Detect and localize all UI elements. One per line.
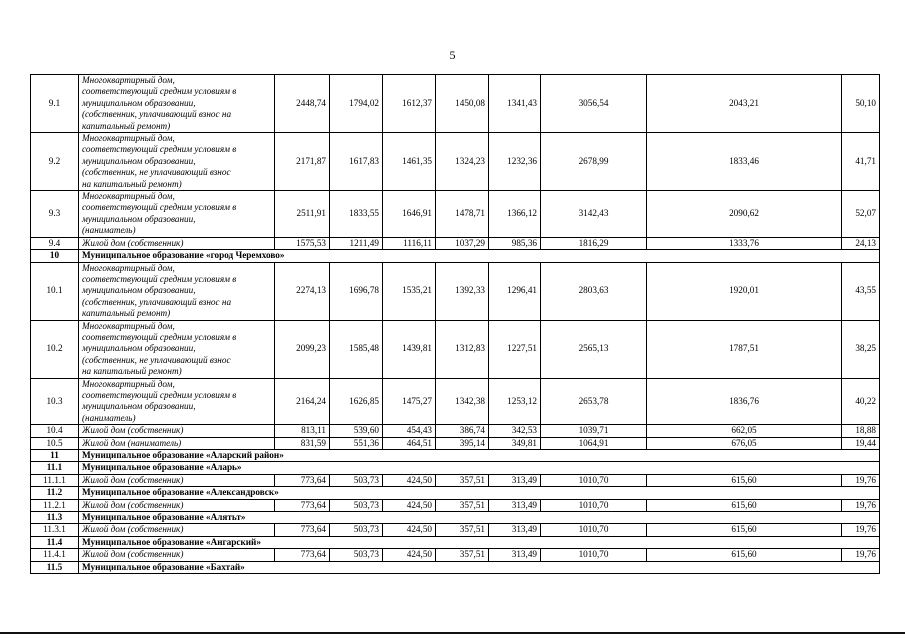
value-cell: 1211,49 xyxy=(330,237,383,249)
value-cell: 551,36 xyxy=(330,437,383,449)
value-cell: 773,64 xyxy=(275,524,330,536)
value-cell: 1833,55 xyxy=(330,191,383,238)
value-cell: 503,73 xyxy=(330,524,383,536)
housing-type-line: Многоквартирный дом, xyxy=(82,378,175,389)
value-cell: 813,11 xyxy=(275,425,330,437)
value-cell: 1324,23 xyxy=(436,133,489,191)
section-row xyxy=(31,536,880,548)
value-cell: 615,60 xyxy=(647,474,842,486)
section-title: Муниципальное образование «Александровск» xyxy=(79,487,880,499)
table-row xyxy=(31,191,880,238)
housing-type-line: Многоквартирный дом, xyxy=(82,262,175,273)
row-code: 11.4.1 xyxy=(31,549,79,561)
value-cell: 1920,01 xyxy=(647,262,842,320)
row-code: 10 xyxy=(31,250,79,262)
table-row xyxy=(31,425,880,437)
section-title: Муниципальное образование «Ангарский» xyxy=(79,536,880,548)
value-cell: 313,49 xyxy=(489,499,541,511)
housing-type xyxy=(79,524,275,536)
value-cell: 1575,53 xyxy=(275,237,330,249)
value-cell: 1535,21 xyxy=(383,262,436,320)
value-cell: 357,51 xyxy=(436,474,489,486)
row-code: 11.1 xyxy=(31,462,79,474)
value-cell: 1836,76 xyxy=(647,378,842,425)
housing-type-line: Жилой дом (собственник) xyxy=(82,237,184,248)
value-cell: 3056,54 xyxy=(541,75,647,133)
value-cell: 19,76 xyxy=(842,499,880,511)
value-cell: 24,13 xyxy=(842,237,880,249)
housing-type-line: соответствующий средним условиям в xyxy=(82,144,237,155)
value-cell: 2099,23 xyxy=(275,320,330,378)
housing-type-line: муниципальном образовании, xyxy=(82,213,196,224)
section-title: Муниципальное образование «Бахтай» xyxy=(79,561,880,573)
value-cell: 1478,71 xyxy=(436,191,489,238)
value-cell: 1626,85 xyxy=(330,378,383,425)
value-cell: 1296,41 xyxy=(489,262,541,320)
housing-type-line: на капитальный ремонт) xyxy=(82,178,182,189)
housing-type xyxy=(79,378,275,425)
value-cell: 18,88 xyxy=(842,425,880,437)
housing-type-line: муниципальном образовании, xyxy=(82,343,196,354)
value-cell: 1617,83 xyxy=(330,133,383,191)
value-cell: 1612,37 xyxy=(383,75,436,133)
value-cell: 313,49 xyxy=(489,549,541,561)
value-cell: 831,59 xyxy=(275,437,330,449)
value-cell: 19,76 xyxy=(842,474,880,486)
value-cell: 1039,71 xyxy=(541,425,647,437)
housing-type-line: Жилой дом (собственник) xyxy=(82,425,184,436)
tariff-table xyxy=(30,74,880,574)
value-cell: 773,64 xyxy=(275,499,330,511)
value-cell: 464,51 xyxy=(383,437,436,449)
value-cell: 1833,46 xyxy=(647,133,842,191)
value-cell: 1585,48 xyxy=(330,320,383,378)
housing-type xyxy=(79,320,275,378)
value-cell: 424,50 xyxy=(383,499,436,511)
value-cell: 2274,13 xyxy=(275,262,330,320)
housing-type-line: Жилой дом (наниматель) xyxy=(82,437,182,448)
value-cell: 1439,81 xyxy=(383,320,436,378)
value-cell: 773,64 xyxy=(275,549,330,561)
value-cell: 1232,36 xyxy=(489,133,541,191)
table-row xyxy=(31,262,880,320)
value-cell: 19,76 xyxy=(842,524,880,536)
value-cell: 19,44 xyxy=(842,437,880,449)
value-cell: 40,22 xyxy=(842,378,880,425)
row-code: 10.1 xyxy=(31,262,79,320)
value-cell: 2043,21 xyxy=(647,75,842,133)
value-cell: 1342,38 xyxy=(436,378,489,425)
row-code: 9.3 xyxy=(31,191,79,238)
value-cell: 2803,63 xyxy=(541,262,647,320)
page-bottom-border xyxy=(0,632,905,634)
value-cell: 1696,78 xyxy=(330,262,383,320)
table-row xyxy=(31,524,880,536)
housing-type-line: (наниматель) xyxy=(82,412,136,423)
housing-type-line: (собственник, уплачивающий взнос на xyxy=(82,109,232,120)
value-cell: 357,51 xyxy=(436,499,489,511)
section-title: Муниципальное образование «Аларь» xyxy=(79,462,880,474)
section-title: Муниципальное образование «Аларский район» xyxy=(79,450,880,462)
row-code: 11.3 xyxy=(31,512,79,524)
value-cell: 1037,29 xyxy=(436,237,489,249)
table-row xyxy=(31,320,880,378)
row-code: 11 xyxy=(31,450,79,462)
row-code: 11.3.1 xyxy=(31,524,79,536)
value-cell: 539,60 xyxy=(330,425,383,437)
value-cell: 38,25 xyxy=(842,320,880,378)
housing-type-line: Многоквартирный дом, xyxy=(82,133,175,144)
value-cell: 1794,02 xyxy=(330,75,383,133)
value-cell: 1341,43 xyxy=(489,75,541,133)
housing-type-line: Многоквартирный дом, xyxy=(82,191,175,202)
value-cell: 1450,08 xyxy=(436,75,489,133)
value-cell: 615,60 xyxy=(647,524,842,536)
value-cell: 424,50 xyxy=(383,549,436,561)
value-cell: 342,53 xyxy=(489,425,541,437)
value-cell: 2511,91 xyxy=(275,191,330,238)
section-row xyxy=(31,487,880,499)
housing-type xyxy=(79,499,275,511)
housing-type-line: муниципальном образовании, xyxy=(82,285,196,296)
value-cell: 424,50 xyxy=(383,474,436,486)
value-cell: 50,10 xyxy=(842,75,880,133)
row-code: 10.3 xyxy=(31,378,79,425)
row-code: 11.4 xyxy=(31,536,79,548)
housing-type-line: соответствующий средним условиям в xyxy=(82,86,237,97)
section-row xyxy=(31,450,880,462)
housing-type-line: (наниматель) xyxy=(82,225,136,236)
value-cell: 2090,62 xyxy=(647,191,842,238)
value-cell: 1116,11 xyxy=(383,237,436,249)
housing-type xyxy=(79,262,275,320)
value-cell: 662,05 xyxy=(647,425,842,437)
table-row xyxy=(31,499,880,511)
value-cell: 1010,70 xyxy=(541,474,647,486)
value-cell: 357,51 xyxy=(436,549,489,561)
housing-type-line: Жилой дом (собственник) xyxy=(82,474,184,485)
housing-type-line: (собственник, не уплачивающий взнос xyxy=(82,354,231,365)
row-code: 11.5 xyxy=(31,561,79,573)
value-cell: 1064,91 xyxy=(541,437,647,449)
section-row xyxy=(31,512,880,524)
housing-type-line: (собственник, уплачивающий взнос на xyxy=(82,296,232,307)
table-row xyxy=(31,437,880,449)
value-cell: 395,14 xyxy=(436,437,489,449)
value-cell: 2448,74 xyxy=(275,75,330,133)
value-cell: 503,73 xyxy=(330,549,383,561)
value-cell: 1787,51 xyxy=(647,320,842,378)
table-row xyxy=(31,549,880,561)
value-cell: 615,60 xyxy=(647,499,842,511)
section-row xyxy=(31,250,880,262)
value-cell: 615,60 xyxy=(647,549,842,561)
housing-type-line: муниципальном образовании, xyxy=(82,401,196,412)
table-row xyxy=(31,378,880,425)
value-cell: 1646,91 xyxy=(383,191,436,238)
row-code: 10.2 xyxy=(31,320,79,378)
row-code: 9.4 xyxy=(31,237,79,249)
row-code: 11.1.1 xyxy=(31,474,79,486)
housing-type xyxy=(79,191,275,238)
housing-type xyxy=(79,549,275,561)
value-cell: 357,51 xyxy=(436,524,489,536)
housing-type-line: Жилой дом (собственник) xyxy=(82,549,184,560)
table-row xyxy=(31,133,880,191)
value-cell: 3142,43 xyxy=(541,191,647,238)
housing-type xyxy=(79,425,275,437)
value-cell: 2565,13 xyxy=(541,320,647,378)
housing-type-line: капитальный ремонт) xyxy=(82,308,171,319)
value-cell: 1392,33 xyxy=(436,262,489,320)
page-number: 5 xyxy=(449,48,456,62)
housing-type xyxy=(79,474,275,486)
value-cell: 41,71 xyxy=(842,133,880,191)
housing-type-line: капитальный ремонт) xyxy=(82,120,171,131)
value-cell: 1366,12 xyxy=(489,191,541,238)
housing-type xyxy=(79,437,275,449)
value-cell: 43,55 xyxy=(842,262,880,320)
row-code: 9.2 xyxy=(31,133,79,191)
value-cell: 2678,99 xyxy=(541,133,647,191)
section-title: Муниципальное образование «город Черемхово» xyxy=(79,250,880,262)
value-cell: 1010,70 xyxy=(541,549,647,561)
row-code: 11.2 xyxy=(31,487,79,499)
housing-type-line: Многоквартирный дом, xyxy=(82,320,175,331)
value-cell: 19,76 xyxy=(842,549,880,561)
housing-type-line: на капитальный ремонт) xyxy=(82,366,182,377)
value-cell: 2653,78 xyxy=(541,378,647,425)
value-cell: 1010,70 xyxy=(541,524,647,536)
value-cell: 773,64 xyxy=(275,474,330,486)
housing-type-line: Жилой дом (собственник) xyxy=(82,499,184,510)
housing-type-line: соответствующий средним условиям в xyxy=(82,273,237,284)
section-row xyxy=(31,561,880,573)
value-cell: 503,73 xyxy=(330,474,383,486)
housing-type-line: соответствующий средним условиям в xyxy=(82,389,237,400)
value-cell: 454,43 xyxy=(383,425,436,437)
table-row xyxy=(31,75,880,133)
housing-type-line: Многоквартирный дом, xyxy=(82,75,175,85)
value-cell: 1010,70 xyxy=(541,499,647,511)
table-body xyxy=(31,75,880,574)
housing-type-line: Жилой дом (собственник) xyxy=(82,524,184,535)
table-row xyxy=(31,237,880,249)
value-cell: 1816,29 xyxy=(541,237,647,249)
housing-type xyxy=(79,237,275,249)
housing-type-line: (собственник, не уплачивающий взнос xyxy=(82,167,231,178)
value-cell: 424,50 xyxy=(383,524,436,536)
housing-type-line: соответствующий средним условиям в xyxy=(82,202,237,213)
section-row xyxy=(31,462,880,474)
value-cell: 52,07 xyxy=(842,191,880,238)
value-cell: 313,49 xyxy=(489,474,541,486)
row-code: 10.4 xyxy=(31,425,79,437)
table-row xyxy=(31,474,880,486)
value-cell: 386,74 xyxy=(436,425,489,437)
value-cell: 313,49 xyxy=(489,524,541,536)
value-cell: 1227,51 xyxy=(489,320,541,378)
housing-type xyxy=(79,133,275,191)
value-cell: 2171,87 xyxy=(275,133,330,191)
value-cell: 349,81 xyxy=(489,437,541,449)
row-code: 11.2.1 xyxy=(31,499,79,511)
value-cell: 985,36 xyxy=(489,237,541,249)
housing-type-line: муниципальном образовании, xyxy=(82,155,196,166)
section-title: Муниципальное образование «Алятьт» xyxy=(79,512,880,524)
value-cell: 1475,27 xyxy=(383,378,436,425)
housing-type-line: соответствующий средним условиям в xyxy=(82,331,237,342)
value-cell: 1461,35 xyxy=(383,133,436,191)
value-cell: 1253,12 xyxy=(489,378,541,425)
value-cell: 1312,83 xyxy=(436,320,489,378)
row-code: 9.1 xyxy=(31,75,79,133)
value-cell: 503,73 xyxy=(330,499,383,511)
value-cell: 676,05 xyxy=(647,437,842,449)
housing-type-line: муниципальном образовании, xyxy=(82,97,196,108)
value-cell: 1333,76 xyxy=(647,237,842,249)
value-cell: 2164,24 xyxy=(275,378,330,425)
housing-type xyxy=(79,75,275,133)
row-code: 10.5 xyxy=(31,437,79,449)
